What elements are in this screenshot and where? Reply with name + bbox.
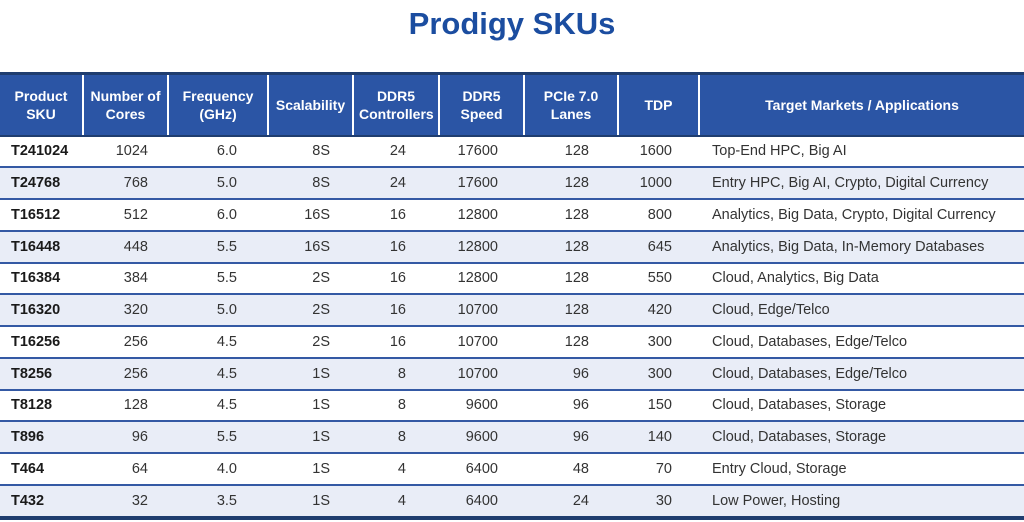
- cell-cores: 128: [83, 390, 168, 422]
- cell-sku: T896: [0, 421, 83, 453]
- cell-frequency: 4.5: [168, 390, 268, 422]
- column-header-ddr5-controllers: DDR5 Controllers: [353, 74, 439, 136]
- cell-scalability: 16S: [268, 231, 353, 263]
- header-row: [0, 74, 1024, 136]
- cell-scalability: 2S: [268, 326, 353, 358]
- cell-pcie-lanes: 128: [524, 199, 618, 231]
- cell-sku: T16320: [0, 294, 83, 326]
- cell-scalability: 8S: [312, 143, 330, 160]
- table-row: [0, 294, 1024, 326]
- cell-ddr5-controllers: 16: [353, 231, 439, 263]
- cell-frequency: 5.0: [168, 294, 268, 326]
- cell-ddr5-speed: 9600: [439, 390, 524, 422]
- cell-frequency: 4.5: [168, 358, 268, 390]
- cell-target-markets: Cloud, Databases, Edge/Telco: [699, 326, 1024, 358]
- cell-cores: 320: [83, 294, 168, 326]
- cell-ddr5-controllers: 8: [353, 421, 439, 453]
- cell-cores: 448: [83, 231, 168, 263]
- table-row: [0, 453, 1024, 485]
- cell-pcie-lanes: 128: [524, 294, 618, 326]
- cell-frequency: 5.5: [168, 231, 268, 263]
- cell-tdp: 1000: [618, 167, 699, 199]
- cell-sku: T24768: [0, 167, 83, 199]
- cell-target-markets: Analytics, Big Data, In-Memory Databases: [699, 231, 1024, 263]
- cell-cores: 96: [83, 421, 168, 453]
- cell-scalability: 16S: [268, 199, 353, 231]
- cell-ddr5-controllers: 4: [353, 485, 439, 518]
- cell-cores: 64: [83, 453, 168, 485]
- cell-sku: T16256: [0, 326, 83, 358]
- cell-ddr5-speed: 17600: [457, 143, 498, 160]
- cell-sku: T16384: [0, 263, 83, 295]
- cell-pcie-lanes: 128: [524, 326, 618, 358]
- cell-ddr5-controllers: 16: [353, 199, 439, 231]
- cell-ddr5-controllers: 8: [353, 390, 439, 422]
- page-title: Prodigy SKUs: [408, 6, 616, 41]
- column-header-ddr5-speed: DDR5 Speed: [439, 74, 524, 136]
- cell-frequency: 5.5: [168, 421, 268, 453]
- cell-tdp: 140: [618, 421, 699, 453]
- cell-frequency: 4.0: [168, 453, 268, 485]
- cell-ddr5-controllers: 4: [353, 453, 439, 485]
- cell-pcie-lanes: 128: [524, 263, 618, 295]
- cell-ddr5-speed: 6400: [439, 453, 524, 485]
- cell-tdp: 800: [618, 199, 699, 231]
- cell-tdp: 645: [618, 231, 699, 263]
- cell-ddr5-speed: 9600: [439, 421, 524, 453]
- table-row: [0, 167, 1024, 199]
- cell-pcie-lanes: 128: [524, 231, 618, 263]
- cell-ddr5-speed: 12800: [439, 263, 524, 295]
- cell-scalability: 1S: [268, 453, 353, 485]
- cell-ddr5-controllers: 16: [353, 326, 439, 358]
- cell-pcie-lanes: 96: [524, 390, 618, 422]
- cell-ddr5-controllers: 16: [353, 294, 439, 326]
- cell-tdp: 70: [618, 453, 699, 485]
- cell-sku: T8128: [0, 390, 83, 422]
- table-row: [0, 199, 1024, 231]
- cell-sku: T464: [0, 453, 83, 485]
- column-header-target-markets: Target Markets / Applications: [699, 74, 1024, 136]
- cell-ddr5-speed: 17600: [439, 167, 524, 199]
- column-header-scalability: Scalability: [268, 74, 353, 136]
- cell-target-markets: Cloud, Databases, Storage: [699, 421, 1024, 453]
- table-row: [0, 358, 1024, 390]
- table-row: [0, 390, 1024, 422]
- table-row: [0, 326, 1024, 358]
- cell-frequency: 5.5: [168, 263, 268, 295]
- cell-sku: T8256: [0, 358, 83, 390]
- cell-sku: T16512: [0, 199, 83, 231]
- cell-tdp: 150: [618, 390, 699, 422]
- cell-scalability: 1S: [268, 485, 353, 518]
- column-header-product-sku: Product SKU: [0, 74, 83, 136]
- table-row: [0, 263, 1024, 295]
- cell-tdp: 300: [618, 326, 699, 358]
- cell-pcie-lanes: 48: [524, 453, 618, 485]
- cell-target-markets: Low Power, Hosting: [699, 485, 1024, 518]
- cell-cores: 256: [83, 326, 168, 358]
- cell-target-markets: Cloud, Databases, Edge/Telco: [699, 358, 1024, 390]
- cell-cores: 256: [83, 358, 168, 390]
- cell-ddr5-controllers: 24: [353, 167, 439, 199]
- table-row: [0, 136, 1024, 168]
- cell-frequency: 3.5: [168, 485, 268, 518]
- cell-cores: 768: [83, 167, 168, 199]
- sku-table: [0, 72, 1024, 520]
- cell-cores: 1024: [115, 143, 148, 160]
- cell-pcie-lanes: 128: [564, 143, 589, 160]
- table-row: [0, 421, 1024, 453]
- table-row: [0, 485, 1024, 518]
- cell-scalability: 1S: [268, 390, 353, 422]
- cell-ddr5-controllers: 24: [389, 143, 406, 160]
- cell-pcie-lanes: 96: [524, 421, 618, 453]
- column-header-frequency: Frequency (GHz): [168, 74, 268, 136]
- cell-frequency: 4.5: [168, 326, 268, 358]
- cell-target-markets: Top-End HPC, Big AI: [712, 143, 847, 160]
- cell-target-markets: Cloud, Edge/Telco: [699, 294, 1024, 326]
- cell-target-markets: Cloud, Analytics, Big Data: [699, 263, 1024, 295]
- cell-frequency: 5.0: [168, 167, 268, 199]
- cell-cores: 384: [83, 263, 168, 295]
- cell-frequency: 6.0: [216, 143, 237, 160]
- cell-cores: 32: [83, 485, 168, 518]
- cell-tdp: 30: [618, 485, 699, 518]
- cell-ddr5-controllers: 16: [353, 263, 439, 295]
- cell-sku: T432: [0, 485, 83, 518]
- cell-tdp: 1600: [639, 143, 672, 160]
- cell-scalability: 2S: [268, 294, 353, 326]
- cell-target-markets: Analytics, Big Data, Crypto, Digital Currency: [699, 199, 1024, 231]
- cell-ddr5-speed: 10700: [439, 294, 524, 326]
- cell-target-markets: Entry HPC, Big AI, Crypto, Digital Currency: [699, 167, 1024, 199]
- cell-ddr5-speed: 6400: [439, 485, 524, 518]
- cell-frequency: 6.0: [168, 199, 268, 231]
- cell-pcie-lanes: 24: [524, 485, 618, 518]
- column-header-tdp: TDP: [618, 74, 699, 136]
- cell-target-markets: Cloud, Databases, Storage: [699, 390, 1024, 422]
- cell-ddr5-controllers: 8: [353, 358, 439, 390]
- cell-scalability: 1S: [268, 358, 353, 390]
- cell-tdp: 550: [618, 263, 699, 295]
- cell-scalability: 2S: [268, 263, 353, 295]
- cell-cores: 512: [83, 199, 168, 231]
- cell-ddr5-speed: 10700: [439, 326, 524, 358]
- cell-ddr5-speed: 10700: [439, 358, 524, 390]
- cell-tdp: 420: [618, 294, 699, 326]
- table-row: [0, 231, 1024, 263]
- cell-ddr5-speed: 12800: [439, 199, 524, 231]
- cell-scalability: 8S: [268, 167, 353, 199]
- cell-scalability: 1S: [268, 421, 353, 453]
- cell-pcie-lanes: 96: [524, 358, 618, 390]
- column-header-pcie-lanes: PCIe 7.0 Lanes: [524, 74, 618, 136]
- cell-pcie-lanes: 128: [524, 167, 618, 199]
- cell-ddr5-speed: 12800: [439, 231, 524, 263]
- cell-tdp: 300: [618, 358, 699, 390]
- cell-target-markets: Entry Cloud, Storage: [699, 453, 1024, 485]
- cell-sku: T16448: [0, 231, 83, 263]
- column-header-cores: Number of Cores: [83, 74, 168, 136]
- cell-sku: T241024: [11, 143, 69, 160]
